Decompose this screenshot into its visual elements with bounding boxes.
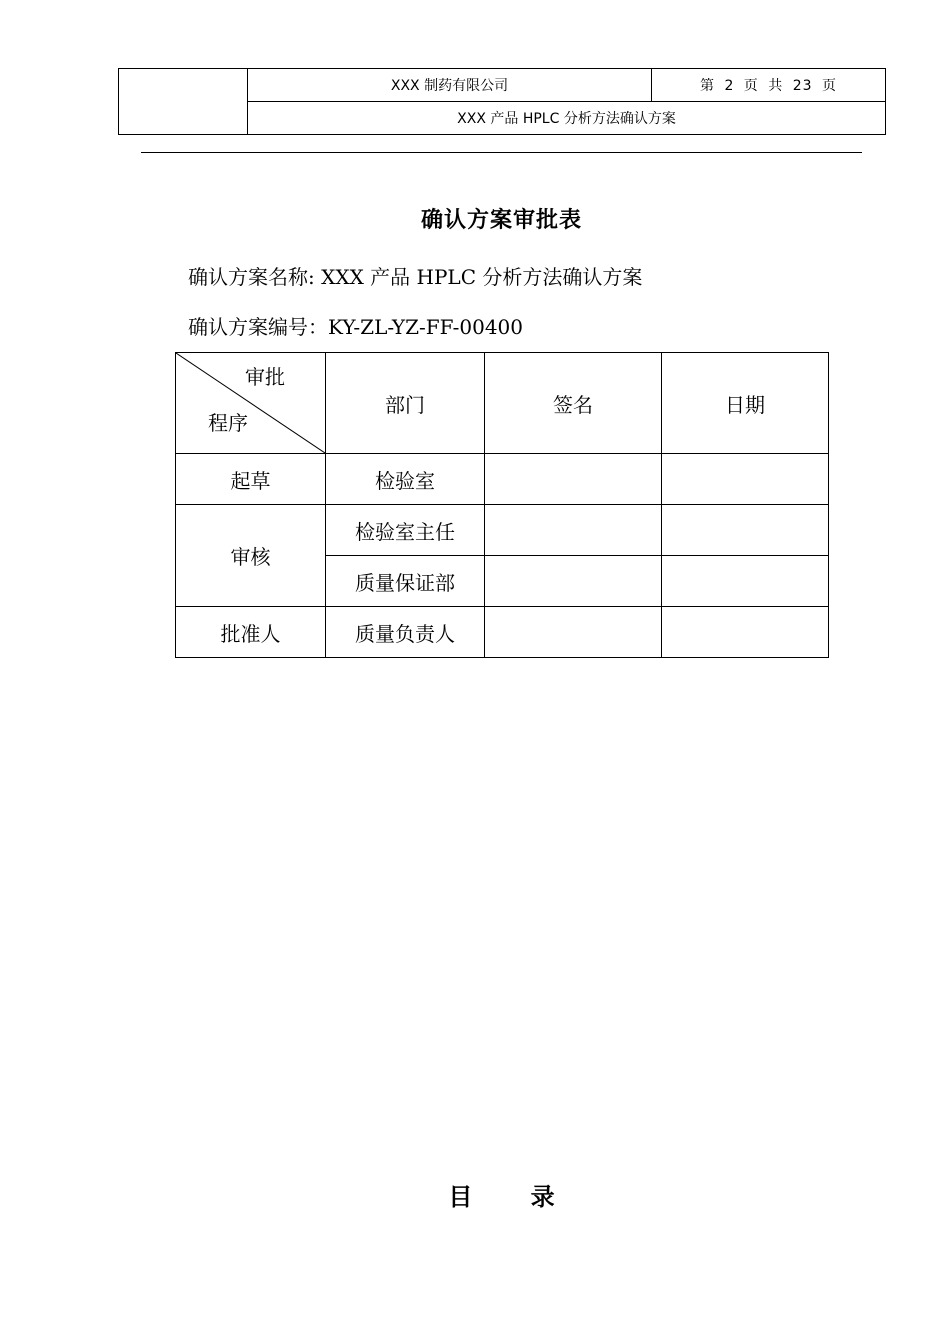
corner-label-procedure: 程序 xyxy=(208,411,248,435)
table-header-row xyxy=(176,353,829,454)
stage-cell: 批准人 xyxy=(176,607,326,658)
department-cell: 质量保证部 xyxy=(326,556,485,607)
table-row xyxy=(176,454,829,505)
signature-cell[interactable] xyxy=(485,454,662,505)
date-cell[interactable] xyxy=(662,505,829,556)
column-header-signature: 签名 xyxy=(485,353,662,454)
table-row xyxy=(176,607,829,658)
signature-cell[interactable] xyxy=(485,556,662,607)
signature-cell[interactable] xyxy=(485,607,662,658)
form-title: 确认方案审批表 xyxy=(420,208,582,233)
logo-cell xyxy=(119,69,248,134)
company-name: XXX 制药有限公司 xyxy=(248,69,652,102)
page-info: 第 2 页 共 23 页 xyxy=(652,69,885,102)
date-cell[interactable] xyxy=(662,556,829,607)
department-cell: 质量负责人 xyxy=(326,607,485,658)
stage-cell: 审核 xyxy=(176,505,326,607)
document-header xyxy=(118,68,886,135)
column-header-department: 部门 xyxy=(326,353,485,454)
signature-cell[interactable] xyxy=(485,505,662,556)
stage-cell: 起草 xyxy=(176,454,326,505)
date-cell[interactable] xyxy=(662,607,829,658)
department-cell: 检验室 xyxy=(326,454,485,505)
diagonal-header-cell xyxy=(176,353,326,454)
department-cell: 检验室主任 xyxy=(326,505,485,556)
protocol-number-line: 确认方案编号：KY-ZL-YZ-FF-00400 xyxy=(188,315,523,339)
approval-table xyxy=(175,352,829,658)
table-row xyxy=(176,505,829,556)
protocol-name-line: 确认方案名称: XXX 产品 HPLC 分析方法确认方案 xyxy=(188,265,643,289)
corner-label-approval: 审批 xyxy=(245,365,285,389)
date-cell[interactable] xyxy=(662,454,829,505)
header-divider xyxy=(141,152,862,153)
document-title: XXX 产品 HPLC 分析方法确认方案 xyxy=(457,111,676,127)
column-header-date: 日期 xyxy=(662,353,829,454)
toc-title: 目 录 xyxy=(448,1183,555,1211)
